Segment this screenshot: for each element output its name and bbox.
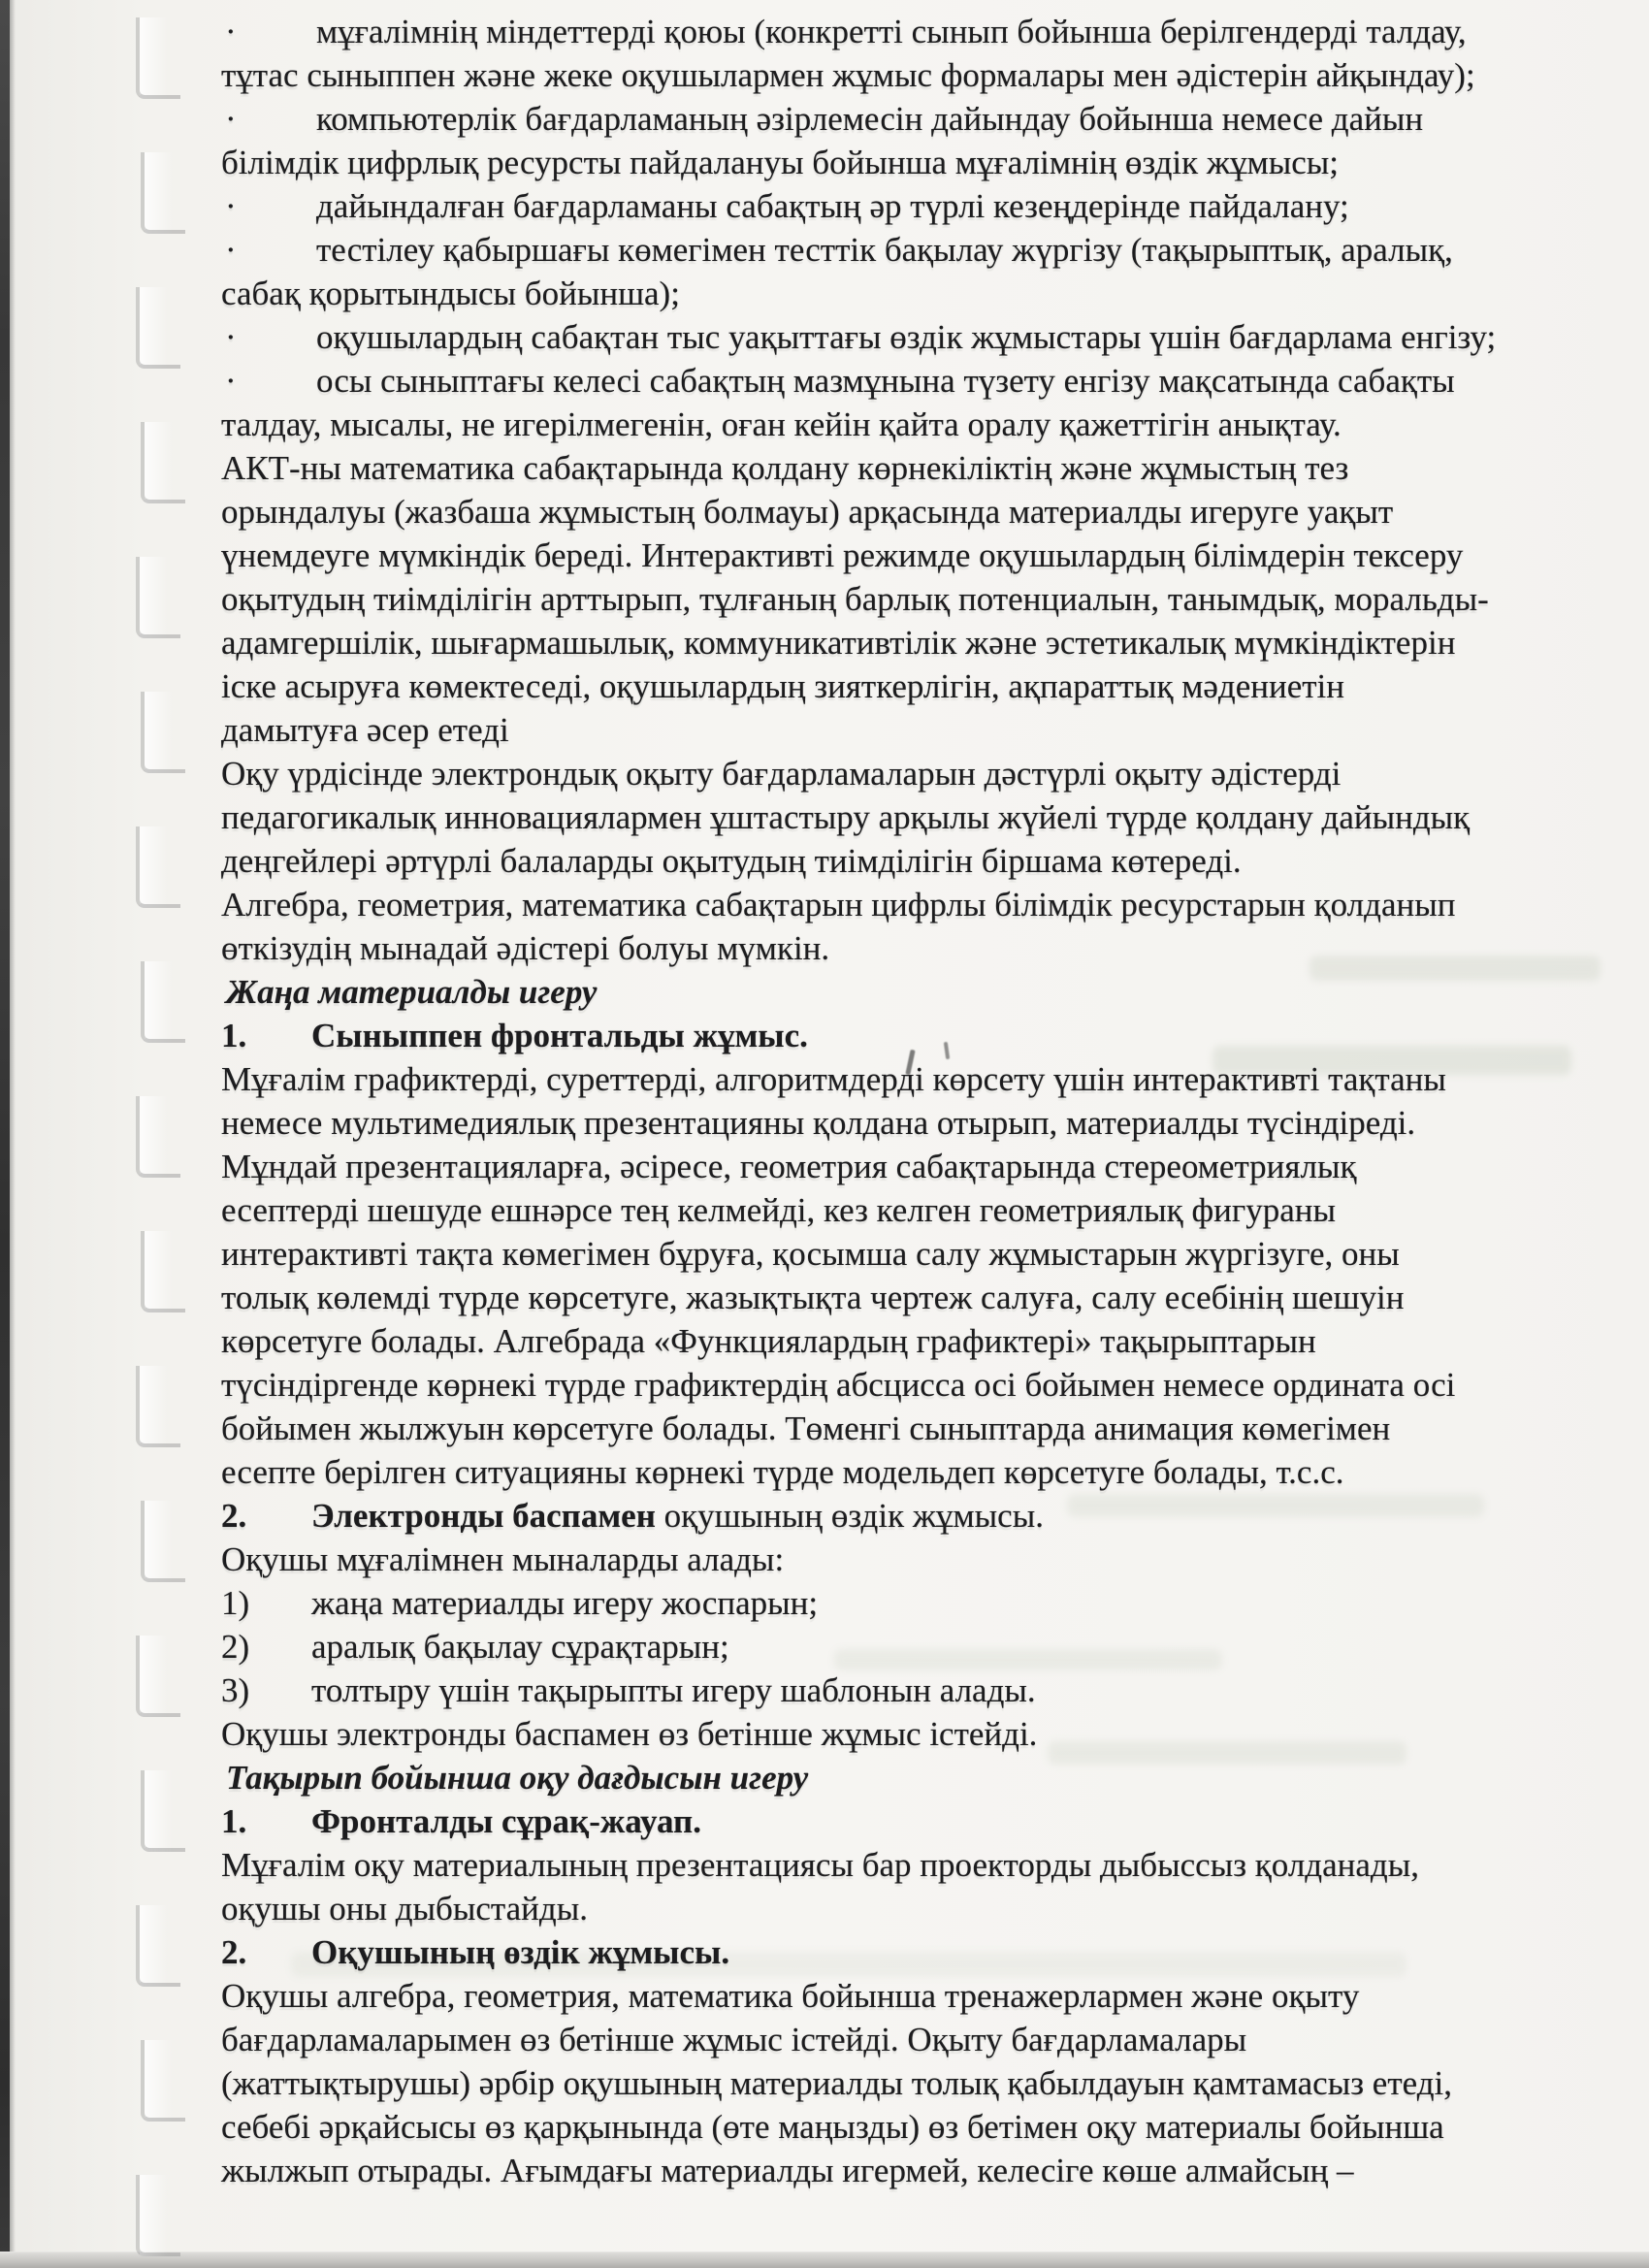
- list-number-marker: 1): [221, 1584, 250, 1622]
- text-line: [221, 272, 1630, 315]
- binding-hole-mark: [141, 2040, 185, 2122]
- text-line-content: [221, 446, 1348, 490]
- text-line-content: [221, 621, 1455, 664]
- text-segment: оқушының өздік жұмысы.: [655, 1497, 1044, 1535]
- text-line-content: [221, 926, 829, 970]
- text-line: [221, 1450, 1630, 1494]
- text-line-content: [221, 1319, 1316, 1363]
- text-line: [221, 2105, 1630, 2149]
- text-segment: педагогикалық инновациялармен ұштастыру арқылы жүйелі түрде қолдану дайындық: [221, 798, 1471, 836]
- text-line-content: [221, 534, 1463, 577]
- text-line-content: [221, 1232, 1400, 1276]
- text-segment: Оқу үрдісінде электрондық оқыту бағдарламаларын дәстүрлі оқыту әдістерді: [221, 755, 1342, 793]
- text-line: [221, 2149, 1630, 2192]
- text-segment: оқушылардың сабақтан тыс уақыттағы өздік жұмыстары үшін бағдарлама енгізу;: [316, 318, 1497, 356]
- scanner-edge-left: [0, 0, 10, 2268]
- text-segment: себебі әрқайсысы өз қарқынында (өте маңызды) өз бетімен оқу материалы бойынша: [221, 2108, 1444, 2146]
- text-segment: интерактивті тақта көмегімен бұруға, қосымша салу жұмыстарын жүргізуге, оны: [221, 1235, 1400, 1273]
- text-line-content: [221, 228, 1453, 272]
- binding-hole-mark: [136, 287, 180, 369]
- text-segment: бойымен жылжуын көрсетуге болады. Төменгі сыныптарда анимация көмегімен: [221, 1409, 1391, 1447]
- text-line-content: [221, 1363, 1455, 1407]
- text-segment: Оқушының өздік жұмысы.: [311, 1933, 730, 1971]
- binding-hole-mark: [141, 1770, 185, 1852]
- text-line: [221, 621, 1630, 664]
- text-line-content: [221, 2105, 1444, 2149]
- text-line: [221, 926, 1630, 970]
- text-line-content: [221, 403, 1342, 446]
- text-segment: Мұғалім графиктерді, суреттерді, алгоритмдерді көрсету үшін интерактивті тақтаны: [221, 1060, 1446, 1098]
- text-line-content: [221, 359, 1455, 403]
- text-segment: Жаңа материалды игеру: [226, 973, 598, 1011]
- text-line-content: [221, 97, 1423, 141]
- text-line-content: [221, 1756, 808, 1799]
- text-line: [221, 1669, 1630, 1712]
- text-line-content: [221, 1057, 1446, 1101]
- binding-hole-mark: [136, 17, 180, 99]
- document-text: [221, 10, 1630, 2192]
- text-line: [221, 1057, 1630, 1101]
- text-line: [221, 883, 1630, 926]
- scanner-edge-left-shadow: [10, 0, 16, 2268]
- text-line-content: [221, 1669, 1036, 1712]
- text-line: [221, 490, 1630, 534]
- text-line: [221, 708, 1630, 752]
- text-line: [221, 53, 1630, 97]
- text-line-content: [221, 1887, 588, 1930]
- bullet-marker: ·: [225, 231, 237, 269]
- text-line: [221, 1974, 1630, 2018]
- text-line: [221, 1712, 1630, 1756]
- text-segment: немесе мультимедиялық презентацияны қолдана отырып, материалды түсіндіреді.: [221, 1104, 1416, 1142]
- text-segment: оқытудың тиімділігін арттырып, тұлғаның барлық потенциалын, танымдық, моральды-: [221, 580, 1489, 618]
- text-line: [221, 664, 1630, 708]
- binding-hole-mark: [136, 1366, 180, 1447]
- text-segment: (жаттықтырушы) әрбір оқушының материалды толық қабылдауын қамтамасыз етеді,: [221, 2064, 1452, 2102]
- binding-hole-mark: [136, 1636, 180, 1717]
- text-line: [221, 577, 1630, 621]
- text-segment: Электронды баспамен: [311, 1497, 656, 1535]
- text-line-content: [221, 1625, 729, 1669]
- binding-hole-mark: [136, 557, 180, 638]
- text-segment: Тақырып бойынша оқу дағдысын игеру: [226, 1759, 809, 1797]
- text-line: [221, 1930, 1630, 1974]
- text-line: [221, 97, 1630, 141]
- binding-hole-mark: [141, 961, 185, 1043]
- text-line-content: [221, 1712, 1037, 1756]
- binding-hole-mark: [141, 1231, 185, 1312]
- text-segment: деңгейлері әртүрлі балаларды оқытудың тиімділігін біршама көтереді.: [221, 842, 1242, 880]
- bullet-marker: ·: [225, 362, 237, 400]
- bullet-marker: ·: [225, 13, 237, 50]
- text-segment: түсіндіргенде көрнекі түрде графиктердің абсцисса осі бойымен немесе ордината осі: [221, 1366, 1456, 1404]
- text-segment: жаңа материалды игеру жоспарын;: [311, 1584, 819, 1622]
- text-line: [221, 1494, 1630, 1538]
- text-segment: іске асыруға көмектеседі, оқушылардың зияткерлігін, ақпараттық мәдениетін: [221, 667, 1344, 705]
- text-line: [221, 315, 1630, 359]
- text-line: [221, 2061, 1630, 2105]
- text-line: [221, 970, 1630, 1014]
- text-line: [221, 1538, 1630, 1581]
- bullet-marker: ·: [225, 187, 237, 225]
- scanner-edge-bottom: [0, 2252, 1649, 2268]
- text-line-content: [221, 490, 1393, 534]
- text-segment: Мұғалім оқу материалының презентациясы бар проекторды дыбыссыз қолданады,: [221, 1846, 1419, 1884]
- text-line-content: [221, 1014, 808, 1057]
- text-line-content: [221, 839, 1242, 883]
- text-segment: Сыныппен фронтальды жұмыс.: [311, 1017, 808, 1054]
- text-line: [221, 534, 1630, 577]
- text-line-content: [221, 2018, 1246, 2061]
- text-line: [221, 1319, 1630, 1363]
- text-segment: толық көлемді түрде көрсетуге, жазықтықта чертеж салуға, салу есебінің шешуін: [221, 1279, 1405, 1316]
- text-line: [221, 403, 1630, 446]
- text-line: [221, 359, 1630, 403]
- text-segment: тестілеу қабыршағы көмегімен тесттік бақылау жүргізу (тақырыптық, аралық,: [316, 231, 1453, 269]
- binding-hole-mark: [136, 1905, 180, 1987]
- text-line-content: [221, 752, 1341, 795]
- binding-hole-mark: [141, 1501, 185, 1582]
- binding-hole-mark: [136, 2175, 180, 2256]
- list-number-marker: 2): [221, 1628, 250, 1666]
- text-segment: талдау, мысалы, не игерілмегенін, оған кейін қайта оралу қажеттігін анықтау.: [221, 405, 1342, 443]
- text-line-content: [221, 1276, 1405, 1319]
- text-line-content: [221, 1188, 1336, 1232]
- text-line: [221, 1799, 1630, 1843]
- text-line: [221, 1407, 1630, 1450]
- list-number-marker: 3): [221, 1671, 250, 1709]
- text-segment: дамытуға әсер етеді: [221, 711, 509, 749]
- text-line-content: [221, 1974, 1359, 2018]
- text-segment: оқушы оны дыбыстайды.: [221, 1890, 588, 1928]
- text-line-content: [221, 141, 1339, 184]
- text-line-content: [221, 2149, 1354, 2192]
- binding-hole-mark: [141, 152, 185, 234]
- text-segment: Оқушы мұғалімнен мыналарды алады:: [221, 1540, 785, 1578]
- text-line: [221, 184, 1630, 228]
- binding-hole-mark: [141, 692, 185, 773]
- text-segment: есептерді шешуде ешнәрсе тең келмейді, кез келген геометриялық фигураны: [221, 1191, 1336, 1229]
- text-segment: мұғалімнің міндеттерді қоюы (конкретті сынып бойынша берілгендерді талдау,: [316, 13, 1467, 50]
- text-segment: компьютерлік бағдарламаның әзірлемесін дайындау бойынша немесе дайын: [316, 100, 1424, 138]
- text-line: [221, 1625, 1630, 1669]
- text-line: [221, 795, 1630, 839]
- text-line: [221, 1101, 1630, 1145]
- text-line: [221, 1014, 1630, 1057]
- text-line-content: [221, 272, 680, 315]
- text-segment: Мұндай презентацияларға, әсіресе, геометрия сабақтарында стереометриялық: [221, 1148, 1357, 1185]
- text-line-content: [221, 1799, 701, 1843]
- text-line: [221, 2018, 1630, 2061]
- text-segment: адамгершілік, шығармашылық, коммуникативтілік және эстетикалық мүмкіндіктерін: [221, 624, 1456, 662]
- text-segment: Оқушы электронды баспамен өз бетінше жұмыс істейді.: [221, 1715, 1038, 1753]
- text-line-content: [221, 53, 1475, 97]
- text-line: [221, 1145, 1630, 1188]
- text-line-content: [221, 577, 1489, 621]
- bullet-marker: ·: [225, 318, 237, 356]
- binding-hole-mark: [141, 422, 185, 503]
- text-line-content: [221, 1843, 1419, 1887]
- text-line-content: [221, 2061, 1452, 2105]
- text-segment: дайындалған бағдарламаны сабақтың әр түрлі кезеңдерінде пайдалану;: [316, 187, 1349, 225]
- text-segment: Алгебра, геометрия, математика сабақтарын цифрлы білімдік ресурстарын қолданып: [221, 886, 1456, 923]
- text-line-content: [221, 664, 1344, 708]
- text-segment: тұтас сыныппен және жеке оқушылармен жұмыс формалары мен әдістерін айқындау);: [221, 56, 1475, 94]
- text-line-content: [221, 1930, 729, 1974]
- text-line-content: [221, 795, 1470, 839]
- text-line: [221, 1276, 1630, 1319]
- text-segment: үнемдеуге мүмкіндік береді. Интерактивті режимде оқушылардың білімдерін тексеру: [221, 536, 1464, 574]
- text-line: [221, 446, 1630, 490]
- text-line: [221, 1843, 1630, 1887]
- text-segment: Оқушы алгебра, геометрия, математика бойынша тренажерлармен және оқыту: [221, 1977, 1360, 2015]
- list-number-marker: 2.: [221, 1933, 247, 1971]
- text-segment: Фронталды сұрақ-жауап.: [311, 1802, 701, 1840]
- binding-hole-mark: [136, 826, 180, 908]
- text-segment: сабақ қорытындысы бойынша);: [221, 275, 680, 312]
- text-line-content: [221, 883, 1455, 926]
- text-segment: толтыру үшін тақырыпты игеру шаблонын алады.: [311, 1671, 1036, 1709]
- text-line-content: [221, 1101, 1415, 1145]
- text-segment: аралық бақылау сұрақтарын;: [311, 1628, 729, 1666]
- text-line-content: [221, 1407, 1390, 1450]
- list-number-marker: 2.: [221, 1497, 247, 1535]
- text-line-content: [221, 970, 597, 1014]
- text-line-content: [221, 315, 1496, 359]
- text-segment: білімдік цифрлық ресурсты пайдалануы бойынша мұғалімнің өздік жұмысы;: [221, 144, 1340, 181]
- text-segment: жылжып отырады. Ағымдағы материалды игермей, келесіге көше алмайсың –: [221, 2152, 1354, 2189]
- list-number-marker: 1.: [221, 1017, 247, 1054]
- text-segment: орындалуы (жазбаша жұмыстың болмауы) арқасында материалды игеруге уақыт: [221, 493, 1394, 531]
- text-segment: АКТ-ны математика сабақтарында қолдану көрнекіліктің және жұмыстың тез: [221, 449, 1349, 487]
- text-line: [221, 1363, 1630, 1407]
- text-line-content: [221, 1145, 1357, 1188]
- text-line: [221, 1188, 1630, 1232]
- text-segment: есепте берілген ситуацияны көрнекі түрде модельдеп көрсетуге болады, т.с.с.: [221, 1453, 1344, 1491]
- text-line-content: [221, 1538, 784, 1581]
- text-line: [221, 1581, 1630, 1625]
- text-line: [221, 1232, 1630, 1276]
- text-line: [221, 752, 1630, 795]
- text-line: [221, 141, 1630, 184]
- list-number-marker: 1.: [221, 1802, 247, 1840]
- text-segment: көрсетуге болады. Алгебрада «Функциялардың графиктері» тақырыптарын: [221, 1322, 1316, 1360]
- text-segment: бағдарламаларымен өз бетінше жұмыс істейді. Оқыту бағдарламалары: [221, 2021, 1247, 2058]
- text-line-content: [221, 1494, 1044, 1538]
- text-segment: осы сыныптағы келесі сабақтың мазмұнына түзету енгізу мақсатында сабақты: [316, 362, 1455, 400]
- text-line: [221, 1887, 1630, 1930]
- binding-hole-mark: [136, 1096, 180, 1178]
- bullet-marker: ·: [225, 100, 237, 138]
- text-line-content: [221, 10, 1467, 53]
- text-line: [221, 1756, 1630, 1799]
- text-line-content: [221, 1581, 818, 1625]
- text-line-content: [221, 184, 1349, 228]
- text-line: [221, 839, 1630, 883]
- text-line: [221, 10, 1630, 53]
- text-line-content: [221, 708, 509, 752]
- text-segment: өткізудің мынадай әдістері болуы мүмкін.: [221, 929, 830, 967]
- text-line-content: [221, 1450, 1344, 1494]
- text-line: [221, 228, 1630, 272]
